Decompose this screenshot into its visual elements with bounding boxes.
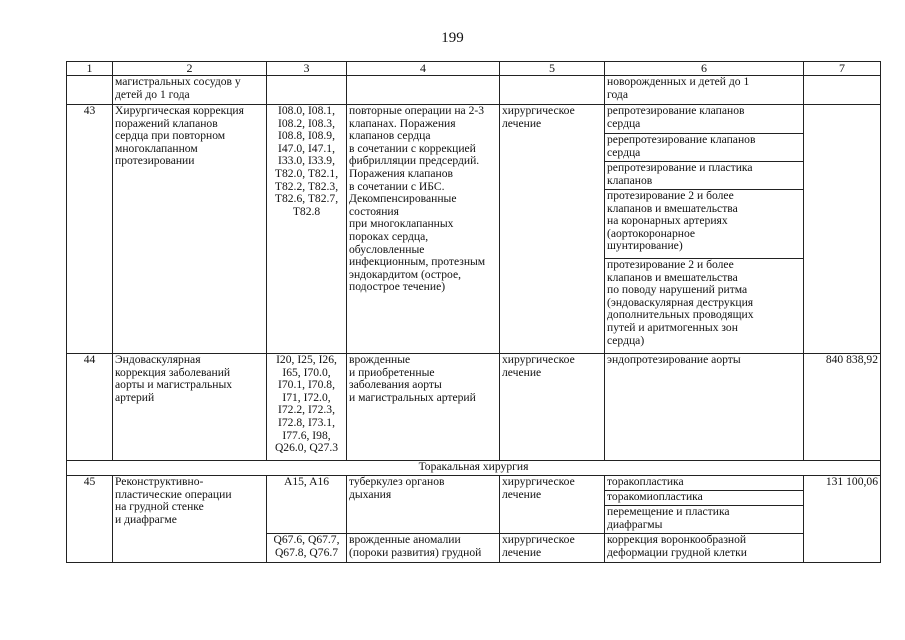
column-number: 4 [347,62,500,76]
treatment-type-cell: хирургическое лечение [500,476,605,534]
continuation-row [67,76,881,105]
intervention-name-cell: Реконструктивно- пластические операции на грудной стенке и диафрагме [113,476,267,563]
intervention-name-cell: магистральных сосудов у детей до 1 года [113,76,267,105]
medical-care-table [66,61,881,563]
column-number: 6 [605,62,804,76]
price-cell [804,105,881,354]
icd-codes-cell [267,76,347,105]
price-cell [804,76,881,105]
column-number: 2 [113,62,267,76]
treatment-type-cell: хирургическое лечение [500,354,605,461]
treatment-method-cell: репротезирование и пластика клапанов [605,162,804,190]
icd-codes-cell: A15, A16 [267,476,347,534]
treatment-method-cell: торакопластика [605,476,804,491]
row-number-cell: 45 [67,476,113,563]
treatment-type-cell: хирургическое лечение [500,534,605,563]
table-row [67,354,881,461]
icd-codes-cell: I08.0, I08.1, I08.2, I08.3, I08.8, I08.9, I47.0, I47.1, I33.0, I33.9, T82.0, T82.1, T82.2, T82.3, T82.6, T82.7, T82.8 [267,105,347,354]
treatment-method-cell: торакомиопластика [605,491,804,506]
row-number-cell: 43 [67,105,113,354]
treatment-method-cell: протезирование 2 и более клапанов и вмешательства по поводу нарушений ритма (эндоваскулярная деструкция дополнительных проводящих путей и аритмогенных зон сердца) [605,259,804,354]
price-cell: 840 838,92 [804,354,881,461]
patient-model-cell: врожденные и приобретенные заболевания аорты и магистральных артерий [347,354,500,461]
column-number: 5 [500,62,605,76]
intervention-name-cell: Эндоваскулярная коррекция заболеваний аорты и магистральных артерий [113,354,267,461]
treatment-method-cell: новорожденных и детей до 1 года [605,76,804,105]
section-title: Торакальная хирургия [67,461,881,476]
table-row [67,105,881,134]
column-number: 3 [267,62,347,76]
treatment-type-cell [500,76,605,105]
table-row [67,476,881,491]
intervention-name-cell: Хирургическая коррекция поражений клапанов сердца при повторном многоклапанном протезировании [113,105,267,354]
treatment-method-cell: ререпротезирование клапанов сердца [605,134,804,162]
treatment-method-cell: репротезирование клапанов сердца [605,105,804,134]
treatment-method-cell: эндопротезирование аорты [605,354,804,461]
page-number: 199 [441,30,464,46]
price-cell: 131 100,06 [804,476,881,563]
treatment-method-cell: коррекция воронкообразной деформации грудной клетки [605,534,804,563]
patient-model-cell [347,76,500,105]
treatment-type-cell: хирургическое лечение [500,105,605,354]
column-number: 7 [804,62,881,76]
section-row [67,461,881,476]
patient-model-cell: врожденные аномалии (пороки развития) грудной [347,534,500,563]
patient-model-cell: туберкулез органов дыхания [347,476,500,534]
icd-codes-cell: I20, I25, I26, I65, I70.0, I70.1, I70.8, I71, I72.0, I72.2, I72.3, I72.8, I73.1, I77.6, I98, Q26.0, Q27.3 [267,354,347,461]
treatment-method-cell: перемещение и пластика диафрагмы [605,506,804,534]
icd-codes-cell: Q67.6, Q67.7, Q67.8, Q76.7 [267,534,347,563]
patient-model-cell: повторные операции на 2-3 клапанах. Поражения клапанов сердца в сочетании с коррекцией фибрилляции предсердий. Поражения клапанов в сочетании с ИБС. Декомпенсированные состояния при многоклапанных пороках сердца, обусловленные инфекционным, протезным эндокардитом (острое, подострое течение) [347,105,500,354]
row-number-cell: 44 [67,354,113,461]
treatment-method-cell: протезирование 2 и более клапанов и вмешательства на коронарных артериях (аортокоронарное шунтирование) [605,190,804,259]
row-number-cell [67,76,113,105]
column-number-row [67,62,881,76]
column-number: 1 [67,62,113,76]
